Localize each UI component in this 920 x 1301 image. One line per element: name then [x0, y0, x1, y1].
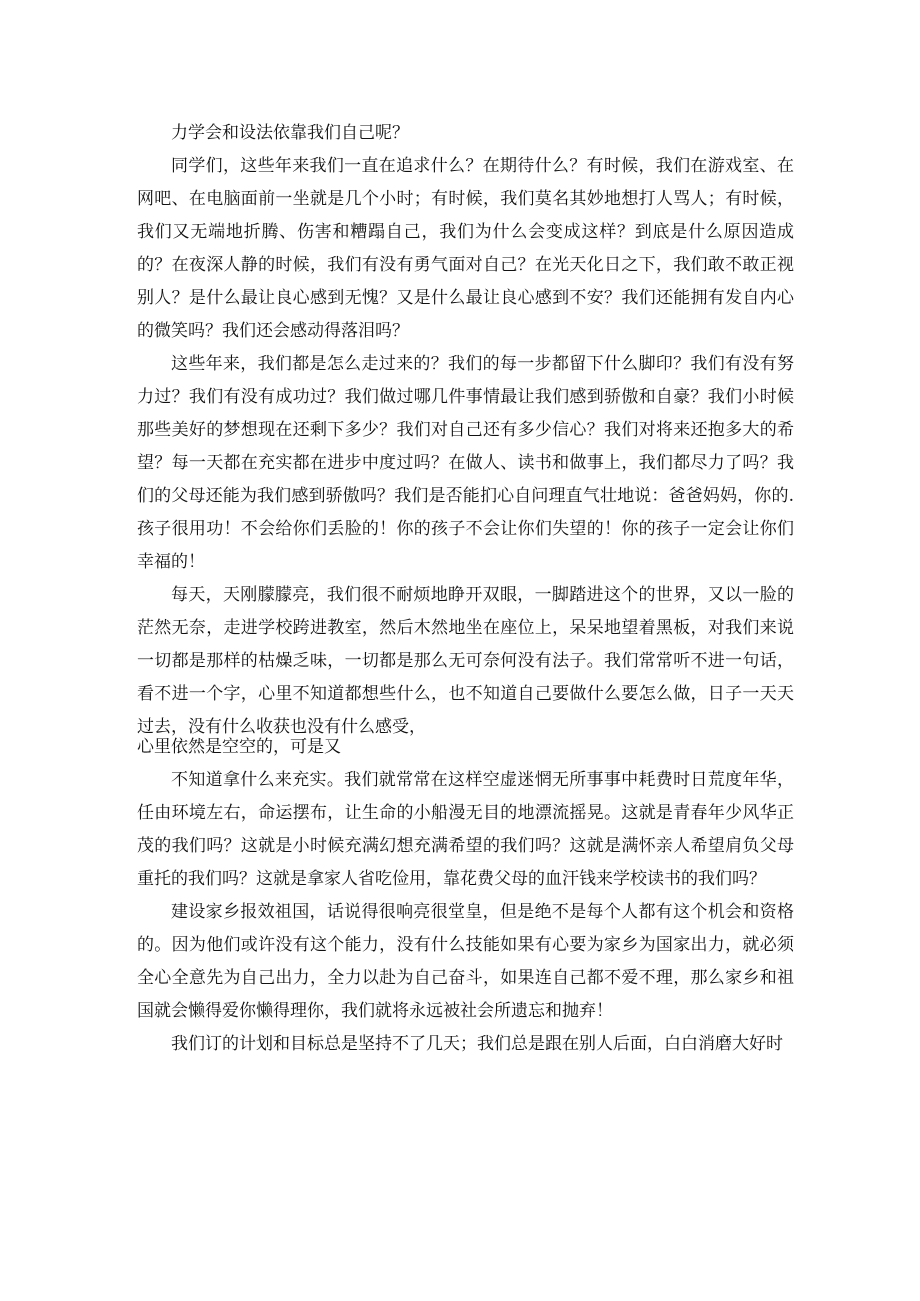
paragraph-6: 不知道拿什么来充实。我们就常常在这样空虚迷惘无所事事中耗费时日荒度年华，任由环境左右，命运摆布，让生命的小船漫无目的地漂流摇晃。这就是青春年少风华正茂的我们吗？这就是小时候充满幻想充满希望的我们吗？这就是满怀亲人希望肩负父母重托的我们吗？这就是拿家人省吃俭用，靠花费父母的血汗钱来学校读书的我们吗？	[137, 770, 794, 889]
paragraph-7: 建设家乡报效祖国，话说得很响亮很堂皇，但是绝不是每个人都有这个机会和资格的。因为他们或许没有这个能力，没有什么技能如果有心要为家乡为国家出力，就必须全心全意先为自己出力，全力以赴为自己奋斗，如果连自己都不爱不理，那么家乡和祖国就会懒得爱你懒得理你，我们就将永远被社会所遗忘和抛弃！	[137, 902, 794, 1021]
paragraph-1: 力学会和设法依靠我们自己呢？	[171, 123, 409, 143]
paragraph-3: 这些年来，我们都是怎么走过来的？我们的每一步都留下什么脚印？我们有没有努力过？我们有没有成功过？我们做过哪几件事情最让我们感到骄傲和自豪？我们小时候那些美好的梦想现在还剩下多少？我们对自己还有多少信心？我们对将来还抱多大的希望？每一天都在充实都在进步中度过吗？在做人、读书和做事上，我们都尽力了吗？我们的父母还能为我们感到骄傲吗？我们是否能扪心自问理直气壮地说：爸爸妈妈，你的.孩子很用功！不会给你们丢脸的！你的孩子不会让你们失望的！你的孩子一定会让你们幸福的！	[137, 354, 794, 572]
paragraph-8: 我们订的计划和目标总是坚持不了几天；我们总是跟在别人后面，白白消磨大好时	[171, 1034, 783, 1054]
paragraph-4: 每天，天刚朦朦亮，我们很不耐烦地睁开双眼，一脚踏进这个的世界，又以一脸的茫然无奈，走进学校跨进教室，然后木然地坐在座位上，呆呆地望着黑板，对我们来说一切都是那样的枯燥乏味，一切都是那么无可奈何没有法子。我们常常听不进一句话，看不进一个字，心里不知道都想些什么，也不知道自己要做什么要怎么做，日子一天天过去，没有什么收获也没有什么感受，	[137, 585, 794, 737]
document-body	[137, 117, 794, 1061]
paragraph-5: 心里依然是空空的，可是又	[137, 737, 341, 757]
paragraph-2: 同学们，这些年来我们一直在追求什么？在期待什么？有时候，我们在游戏室、在网吧、在电脑面前一坐就是几个小时；有时候，我们莫名其妙地想打人骂人；有时候，我们又无端地折腾、伤害和糟蹋自己，我们为什么会变成这样？到底是什么原因造成的？在夜深人静的时候，我们有没有勇气面对自己？在光天化日之下，我们敢不敢正视别人？是什么最让良心感到无愧？又是什么最让良心感到不安？我们还能拥有发自内心的微笑吗？我们还会感动得落泪吗？	[137, 156, 794, 341]
